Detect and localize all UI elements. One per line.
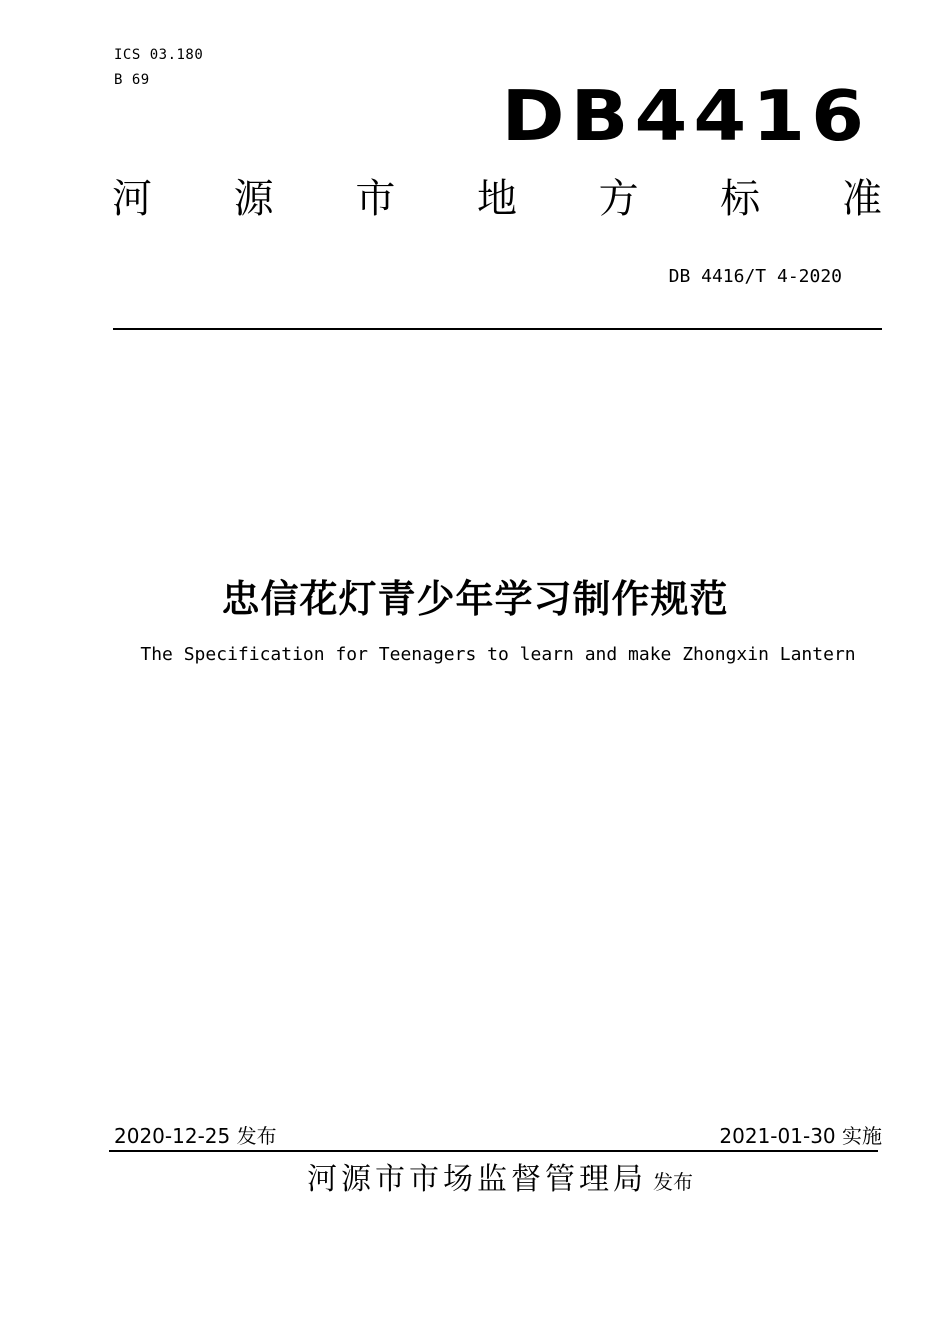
- category-char: 方: [598, 176, 639, 222]
- category-char: 标: [720, 176, 761, 222]
- footer-divider: [109, 1150, 878, 1152]
- document-title: 忠信花灯青少年学习制作规范: [221, 577, 729, 621]
- category-char: 源: [233, 176, 274, 222]
- ccs-code: B 69: [114, 72, 150, 88]
- header-divider: [113, 328, 882, 330]
- standard-code: DB4416: [501, 74, 870, 157]
- ics-code: ICS 03.180: [114, 47, 204, 63]
- standard-category: [112, 174, 882, 224]
- effective-date: 2021-01-30 实施: [719, 1124, 882, 1148]
- category-char: 准: [841, 176, 882, 222]
- issuer-suffix: 发布: [653, 1170, 693, 1194]
- publish-date: 2020-12-25 发布: [114, 1124, 277, 1148]
- standard-number: DB 4416/T 4-2020: [668, 266, 842, 287]
- category-char: 河: [112, 176, 152, 222]
- document-subtitle-en: The Specification for Teenagers to learn and make Zhongxin Lantern: [140, 644, 856, 665]
- category-char: 市: [355, 176, 396, 222]
- issuer-line: [0, 1154, 950, 1198]
- category-char: 地: [476, 176, 517, 222]
- issuer-name: 河源市市场监督管理局: [307, 1162, 647, 1197]
